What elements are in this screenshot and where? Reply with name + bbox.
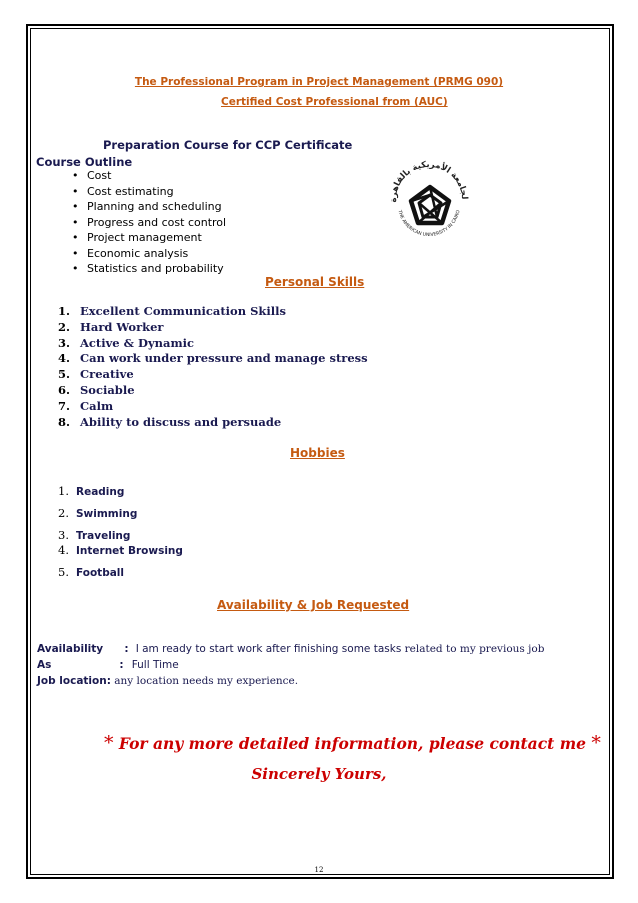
bullet-icon: • <box>72 184 79 198</box>
list-item: 6. Sociable <box>58 382 135 397</box>
list-item: 7. Calm <box>58 398 114 413</box>
list-item: 3. Traveling <box>58 528 131 542</box>
job-location-row <box>37 675 298 687</box>
list-item: • Planning and scheduling <box>72 200 222 213</box>
bullet-icon: • <box>72 231 79 244</box>
as-row: As : Full Time <box>37 659 179 671</box>
list-item: 4. Can work under pressure and manage stress <box>58 351 368 366</box>
list-item: 1. Reading <box>58 484 125 498</box>
availability-label: Availability <box>37 643 104 655</box>
bullet-icon: • <box>72 262 79 275</box>
list-item: • Cost <box>72 169 112 182</box>
list-item: 2. Swimming <box>58 506 138 520</box>
list-item: • Statistics and probability <box>72 262 224 275</box>
list-item: 3. Active & Dynamic <box>58 335 195 350</box>
availability-heading: Availability & Job Requested <box>217 598 410 612</box>
program-title: The Professional Program in Project Management (PRMG 090) <box>134 76 504 88</box>
availability-row: Availability : I am ready to start work after finishing some tasks related to my previous job <box>37 643 545 655</box>
job-location-value: any location needs my experience. <box>114 675 299 687</box>
page-number: 12 <box>314 866 324 874</box>
list-item: • Project management <box>72 231 202 244</box>
contact-line <box>104 732 601 754</box>
availability-value-serif: related to my previous job <box>404 643 545 655</box>
bullet-icon: • <box>72 215 79 229</box>
asterisk-icon: * <box>591 732 601 754</box>
list-item: 2. Hard Worker <box>58 319 164 334</box>
logo-arabic-text: لجامعة الأمريكية بالقاهرة <box>388 159 470 203</box>
as-value: Full Time <box>131 659 179 671</box>
availability-value: I am ready to start work after finishing some tasks <box>135 643 402 655</box>
bullet-icon: • <box>72 169 79 182</box>
certificate-title: Certified Cost Professional from (AUC) <box>221 96 448 108</box>
course-outline-heading: Course Outline <box>36 155 133 169</box>
list-item: • Cost estimating <box>72 184 174 198</box>
auc-seal-icon <box>384 155 474 245</box>
logo-english-text: THE AMERICAN UNIVERSITY IN CAIRO <box>396 209 462 239</box>
personal-skills-heading: Personal Skills <box>265 275 365 289</box>
list-item: 5. Creative <box>58 367 134 382</box>
hobbies-heading: Hobbies <box>290 446 345 460</box>
bullet-icon: • <box>72 246 79 260</box>
personal-skills-list <box>58 304 368 430</box>
preparation-heading: Preparation Course for CCP Certificate <box>103 138 353 152</box>
asterisk-icon: * <box>104 732 114 754</box>
list-item: 1. Excellent Communication Skills <box>58 304 286 318</box>
list-item: 8. Ability to discuss and persuade <box>58 414 282 429</box>
list-item: 4. Internet Browsing <box>58 543 183 557</box>
bullet-icon: • <box>72 200 79 213</box>
sincerely-line: Sincerely Yours, <box>251 765 387 783</box>
list-item: 5. Football <box>58 565 124 579</box>
list-item: • Progress and cost control <box>72 215 227 229</box>
list-item: • Economic analysis <box>72 246 189 260</box>
course-outline-list <box>72 168 226 277</box>
contact-text: For any more detailed information, please contact me <box>118 734 586 753</box>
job-location-label: Job location: <box>37 675 111 687</box>
as-label: As <box>37 659 52 671</box>
